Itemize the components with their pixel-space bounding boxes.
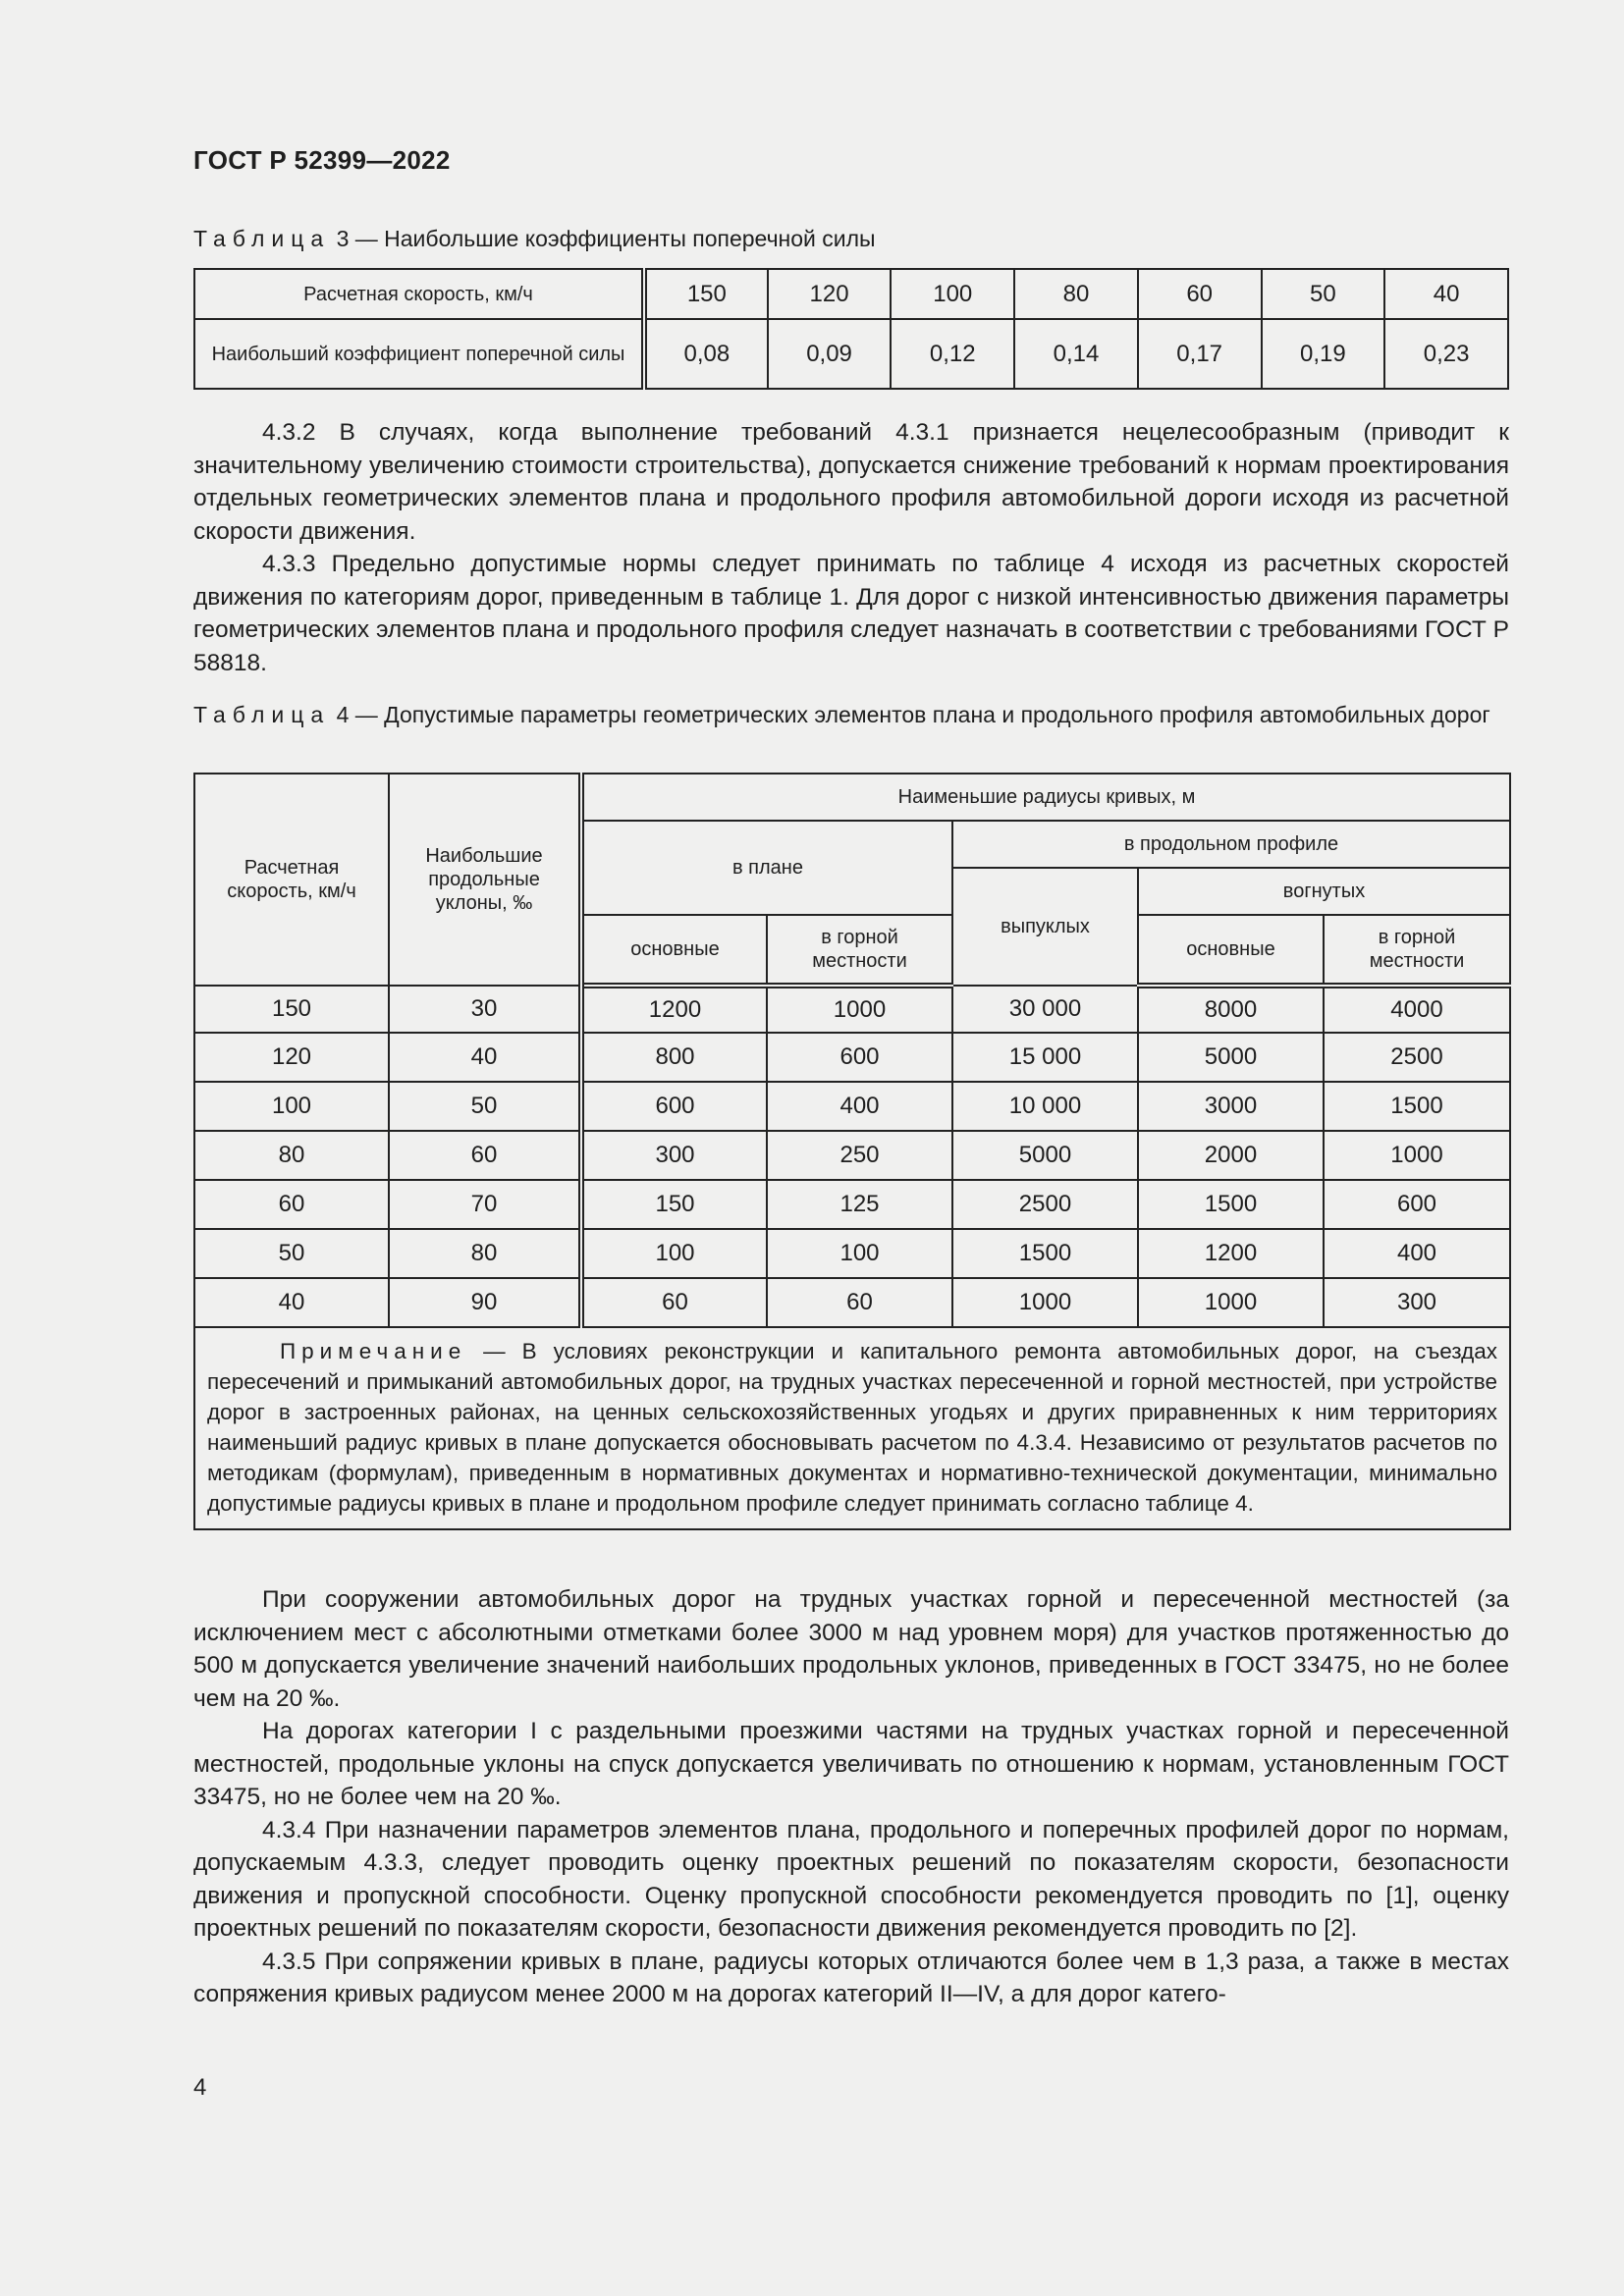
table3-cell: 50 <box>1262 269 1385 319</box>
paragraph-4-3-3: 4.3.3 Предельно допустимые нормы следует принимать по таблице 4 исходя из расчетных скоростей движения по категориям дорог, приведенным в таблице 1. Для дорог с низкой интенсивностью движения параметры геометрических элементов плана и продольного профиля следует назначать в соответствии с требованиями ГОСТ Р 58818. <box>193 551 1509 676</box>
table-cell: 50 <box>389 1082 581 1131</box>
body-text-a <box>193 416 1509 679</box>
table3-cell: 150 <box>644 269 768 319</box>
table-cell: 80 <box>194 1131 389 1180</box>
table-row <box>194 1229 1510 1278</box>
table-cell: 50 <box>194 1229 389 1278</box>
table3-cell: 100 <box>891 269 1014 319</box>
header-plan-basic: основные <box>581 915 767 986</box>
table-cell: 120 <box>194 1033 389 1082</box>
table-row <box>194 1131 1510 1180</box>
table3-row-label: Наибольший коэффициент поперечной силы <box>194 319 644 389</box>
header-min-radii: Наименьшие радиусы кривых, м <box>581 774 1510 821</box>
page-number: 4 <box>193 2074 207 2101</box>
table-cell: 60 <box>581 1278 767 1327</box>
table-cell: 1500 <box>1138 1180 1324 1229</box>
table-cell: 600 <box>767 1033 952 1082</box>
table-cell: 1000 <box>767 986 952 1033</box>
table3-cell: 120 <box>768 269 892 319</box>
table-cell: 2500 <box>952 1180 1138 1229</box>
table3-cell: 0,08 <box>644 319 768 389</box>
table-cell: 1500 <box>952 1229 1138 1278</box>
table-cell: 3000 <box>1138 1082 1324 1131</box>
table4-caption-text: 4 — Допустимые параметры геометрических элементов плана и продольного профиля автомобильных дорог <box>330 702 1490 727</box>
table3-cell: 80 <box>1014 269 1138 319</box>
table-cell: 300 <box>581 1131 767 1180</box>
table3-cell: 0,14 <box>1014 319 1138 389</box>
document-header: ГОСТ Р 52399—2022 <box>193 145 451 175</box>
table-cell: 30 <box>389 986 581 1033</box>
table-cell: 125 <box>767 1180 952 1229</box>
table3-cell: 0,19 <box>1262 319 1385 389</box>
table4-caption <box>193 700 1509 729</box>
table-row <box>194 986 1510 1033</box>
table-cell: 80 <box>389 1229 581 1278</box>
header-in-plan: в плане <box>581 821 952 915</box>
table4-note-row <box>194 1327 1510 1529</box>
paragraph-4-3-2: 4.3.2 В случаях, когда выполнение требований 4.3.1 признается нецелесообразным (приводит к значительному увеличению стоимости строительства), допускается снижение требований к нормам проектирования отдельных геометрических элементов плана и продольного профиля автомобильной дороги исходя из расчетной скорости движения. <box>193 419 1509 545</box>
table-cell: 600 <box>581 1082 767 1131</box>
paragraph-steep-grades: При сооружении автомобильных дорог на трудных участках горной и пересеченной местностей (за исключением мест с абсолютными отметками более 3000 м над уровнем моря) для участков протяженностью до 500 м допускается увеличение значений наибольших продольных уклонов, приведенных в ГОСТ 33475, но не более чем на 20 ‰. <box>193 1586 1509 1712</box>
table-3 <box>193 268 1509 390</box>
table-cell: 15 000 <box>952 1033 1138 1082</box>
table4-note <box>194 1327 1510 1529</box>
table-cell: 5000 <box>1138 1033 1324 1082</box>
table-cell: 250 <box>767 1131 952 1180</box>
paragraph-category-i: На дорогах категории I с раздельными проезжими частями на трудных участках горной и пересеченной местностей, продольные уклоны на спуск допускается увеличивать по отношению к нормам, установленным ГОСТ 33475, но не более чем на 20 ‰. <box>193 1718 1509 1810</box>
table3-caption <box>193 224 1509 253</box>
table-cell: 60 <box>194 1180 389 1229</box>
note-text: — В условиях реконструкции и капитального ремонта автомобильных дорог, на съездах пересечений и примыканий автомобильных дорог, на трудных участках пересеченной и горной местностей, при устройстве дорог в застроенных районах, на ценных сельскохозяйственных угодьях и других приравненных к ним территориях наименьший радиус кривых в плане допускается обосновывать расчетом по 4.3.4. Независимо от результатов расчетов по методикам (формулам), приведенным в нормативных документах и нормативно-технической документации, минимально допустимые радиусы кривых в плане и продольном профиле следует принимать согласно таблице 4. <box>207 1339 1497 1516</box>
header-convex: выпуклых <box>952 868 1138 986</box>
table-cell: 150 <box>581 1180 767 1229</box>
table-cell: 70 <box>389 1180 581 1229</box>
header-concave: вогнутых <box>1138 868 1510 915</box>
table-cell: 8000 <box>1138 986 1324 1033</box>
table3-cell: 0,09 <box>768 319 892 389</box>
table-cell: 1000 <box>1138 1278 1324 1327</box>
header-concave-mountain: в горной местности <box>1324 915 1510 986</box>
table-cell: 60 <box>389 1131 581 1180</box>
table-cell: 1500 <box>1324 1082 1510 1131</box>
header-in-profile: в продольном профиле <box>952 821 1510 868</box>
table3-caption-prefix: Таблица <box>193 226 331 251</box>
table-cell: 100 <box>581 1229 767 1278</box>
table-cell: 1000 <box>1324 1131 1510 1180</box>
body-text-b <box>193 1583 1509 2011</box>
table4-caption-prefix: Таблица <box>193 702 331 727</box>
table-cell: 4000 <box>1324 986 1510 1033</box>
table-cell: 2000 <box>1138 1131 1324 1180</box>
table-cell: 300 <box>1324 1278 1510 1327</box>
table3-cell: 0,23 <box>1384 319 1508 389</box>
table-cell: 400 <box>767 1082 952 1131</box>
table-cell: 100 <box>194 1082 389 1131</box>
header-grades: Наибольшие продольные уклоны, ‰ <box>389 774 581 986</box>
table-cell: 40 <box>194 1278 389 1327</box>
paragraph-4-3-4: 4.3.4 При назначении параметров элементов плана, продольного и поперечных профилей дорог по нормам, допускаемым 4.3.3, следует проводить оценку проектных решений по показателям скорости, безопасности движения и пропускной способности. Оценку пропускной способности рекомендуется проводить по [1], оценку проектных решений по показателям скорости, безопасности движения рекомендуется проводить по [2]. <box>193 1816 1509 1942</box>
table-cell: 600 <box>1324 1180 1510 1229</box>
table-cell: 30 000 <box>952 986 1138 1033</box>
table3-row-coefficient <box>194 319 1508 389</box>
table-cell: 40 <box>389 1033 581 1082</box>
table4-header-row <box>194 774 1510 821</box>
table-cell: 1200 <box>1138 1229 1324 1278</box>
table-cell: 800 <box>581 1033 767 1082</box>
paragraph-4-3-5: 4.3.5 При сопряжении кривых в плане, радиусы которых отличаются более чем в 1,3 раза, а также в местах сопряжения кривых радиусом менее 2000 м на дорогах категорий II—IV, а для дорог катего- <box>193 1948 1509 2007</box>
table-cell: 90 <box>389 1278 581 1327</box>
table-cell: 60 <box>767 1278 952 1327</box>
table-row <box>194 1082 1510 1131</box>
table-cell: 100 <box>767 1229 952 1278</box>
table3-cell: 0,12 <box>891 319 1014 389</box>
table3-cell: 0,17 <box>1138 319 1262 389</box>
table3-cell: 40 <box>1384 269 1508 319</box>
header-speed: Расчетная скорость, км/ч <box>194 774 389 986</box>
table-cell: 1000 <box>952 1278 1138 1327</box>
note-prefix: Примечание <box>280 1339 467 1363</box>
table-cell: 5000 <box>952 1131 1138 1180</box>
table-cell: 400 <box>1324 1229 1510 1278</box>
table-cell: 2500 <box>1324 1033 1510 1082</box>
table-cell: 1200 <box>581 986 767 1033</box>
table3-cell: 60 <box>1138 269 1262 319</box>
table3-caption-text: 3 — Наибольшие коэффициенты поперечной силы <box>330 226 876 251</box>
table-4 <box>193 773 1511 1530</box>
table3-row-label: Расчетная скорость, км/ч <box>194 269 644 319</box>
table3-row-speed <box>194 269 1508 319</box>
header-concave-basic: основные <box>1138 915 1324 986</box>
table-cell: 150 <box>194 986 389 1033</box>
table-row <box>194 1033 1510 1082</box>
table-row <box>194 1180 1510 1229</box>
header-plan-mountain: в горной местности <box>767 915 952 986</box>
table-row <box>194 1278 1510 1327</box>
table-cell: 10 000 <box>952 1082 1138 1131</box>
